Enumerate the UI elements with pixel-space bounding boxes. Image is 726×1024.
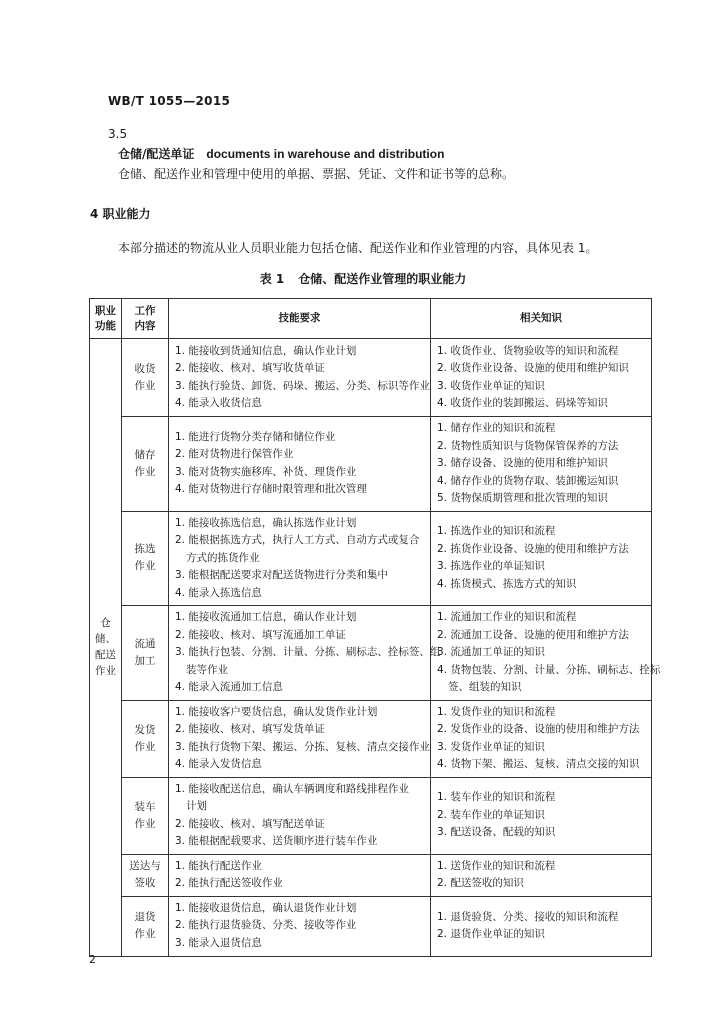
knowledge-cell (431, 606, 661, 701)
knowledge-item: 3. 配送设备、配载的知识 (437, 826, 556, 839)
knowledge-item: 1. 拣选作业的知识和流程 (437, 525, 556, 538)
table-row (90, 417, 652, 512)
skill-item: 1. 能执行配送作业 (175, 859, 262, 872)
section-3-5-number: 3.5 (108, 127, 128, 141)
table-row (90, 896, 652, 956)
table-row (90, 854, 652, 896)
knowledge-item: 1. 送货作业的知识和流程 (437, 859, 556, 872)
header-knowledge: 相关知识 (431, 299, 652, 339)
content-cell (122, 417, 169, 512)
content-line: 装车 (134, 800, 156, 813)
term-definition: 仓储、配送作业和管理中使用的单据、票据、凭证、文件和证书等的总称。 (118, 167, 515, 181)
standard-code-header: WB/T 1055—2015 (108, 94, 231, 108)
header-function-line1: 职业 (95, 304, 116, 317)
table-caption-text: 仓储、配送作业管理的职业能力 (298, 272, 467, 286)
skill-item: 方式的拣货作业 (186, 551, 260, 564)
skill-item: 计划 (186, 800, 207, 812)
knowledge-item: 2. 装车作业的单证知识 (437, 808, 545, 821)
knowledge-cell (431, 777, 652, 854)
knowledge-item: 2. 流通加工设备、设施的使用和维护方法 (437, 628, 629, 641)
content-line: 储存 (134, 448, 156, 461)
content-line: 加工 (134, 654, 156, 667)
knowledge-item: 1. 装车作业的知识和流程 (437, 791, 556, 804)
skill-item: 3. 能对货物实施移库、补货、理货作业 (175, 465, 357, 478)
content-cell (122, 700, 169, 777)
knowledge-cell (431, 339, 652, 417)
knowledge-cell (431, 854, 652, 896)
knowledge-cell (431, 417, 652, 512)
section-4-heading: 4 职业能力 (90, 207, 151, 221)
content-line: 作业 (134, 928, 156, 940)
knowledge-item: 2. 收货作业设备、设施的使用和维护知识 (437, 362, 629, 374)
skill-item: 1. 能接收退货信息，确认退货作业计划 (175, 901, 357, 914)
skill-item: 2. 能执行退货验货、分类、接收等作业 (175, 919, 357, 932)
header-skills: 技能要求 (169, 299, 431, 339)
knowledge-item: 2. 货物性质知识与货物保管保养的方法 (437, 439, 619, 452)
skills-cell (169, 700, 431, 777)
skill-item: 3. 能录入退货信息 (175, 936, 262, 949)
skill-item: 2. 能接收、核对、填写配送单证 (175, 817, 325, 830)
skill-item: 4. 能录入收货信息 (175, 397, 262, 409)
knowledge-item: 1. 流通加工作业的知识和流程 (437, 611, 577, 623)
competency-table (89, 298, 661, 957)
skill-item: 1. 能接收流通加工信息，确认作业计划 (175, 611, 357, 623)
table-caption-number: 表 1 (259, 272, 285, 286)
knowledge-item: 4. 收货作业的装卸搬运、码垛等知识 (437, 397, 608, 409)
content-cell (122, 511, 169, 606)
knowledge-item: 2. 拣货作业设备、设施的使用和维护方法 (437, 542, 629, 555)
content-line: 签收 (134, 877, 156, 889)
knowledge-item: 4. 拣货模式、拣选方式的知识 (437, 577, 577, 590)
content-line: 拣选 (134, 543, 156, 556)
table-row (90, 606, 652, 701)
knowledge-item: 3. 收货作业单证的知识 (437, 379, 545, 392)
content-line: 作业 (134, 740, 156, 753)
skill-item: 2. 能根据拣选方式，执行人工方式、自动方式或复合 (175, 534, 420, 546)
knowledge-item: 3. 发货作业单证的知识 (437, 740, 545, 753)
content-line: 流通 (134, 637, 156, 650)
skills-cell (169, 896, 431, 956)
content-cell (122, 854, 169, 896)
content-line: 作业 (134, 560, 156, 573)
knowledge-item: 2. 退货作业单证的知识 (437, 928, 545, 940)
term-en: documents in warehouse and distribution (206, 147, 445, 161)
knowledge-cell (431, 700, 652, 777)
knowledge-item: 3. 储存设备、设施的使用和维护知识 (437, 457, 608, 469)
content-line: 收货 (134, 362, 156, 375)
content-line: 发货 (134, 723, 156, 736)
skill-item: 2. 能接收、核对、填写发货单证 (175, 723, 325, 735)
content-cell (122, 777, 169, 854)
table-row (90, 700, 652, 777)
knowledge-cell (431, 896, 652, 956)
knowledge-item: 1. 发货作业的知识和流程 (437, 705, 556, 718)
knowledge-item: 1. 退货验货、分类、接收的知识和流程 (437, 910, 619, 923)
knowledge-cell (431, 511, 652, 606)
skill-item: 3. 能执行验货、卸货、码垛、搬运、分类、标识等作业 (175, 379, 430, 392)
skill-item: 2. 能接收、核对、填写收货单证 (175, 362, 325, 374)
skill-item: 2. 能接收、核对、填写流通加工单证 (175, 628, 346, 641)
knowledge-item: 3. 拣选作业的单证知识 (437, 560, 545, 573)
skill-item: 1. 能接收到货通知信息，确认作业计划 (175, 344, 357, 357)
skills-cell (169, 417, 431, 512)
skill-item: 2. 能对货物进行保管作业 (175, 448, 294, 461)
content-cell (122, 896, 169, 956)
knowledge-item: 4. 货物包装、分割、计量、分拣、刷标志、拴标 (437, 663, 661, 676)
skills-cell (169, 777, 431, 854)
function-line3: 作业 (95, 665, 116, 678)
knowledge-item: 签、组装的知识 (448, 681, 522, 693)
knowledge-item: 3. 流通加工单证的知识 (437, 646, 545, 658)
term-zh: 仓储/配送单证 (118, 147, 195, 161)
page-number: 2 (89, 953, 96, 966)
content-cell (122, 339, 169, 417)
skill-item: 3. 能根据配载要求、送货顺序进行装车作业 (175, 835, 378, 847)
knowledge-item: 2. 配送签收的知识 (437, 877, 524, 889)
table-caption (0, 270, 726, 287)
skill-item: 4. 能录入拣选信息 (175, 586, 262, 599)
skill-item: 1. 能进行货物分类存储和储位作业 (175, 430, 336, 443)
skill-item: 1. 能接收拣选信息，确认拣选作业计划 (175, 516, 357, 529)
header-content-line2: 内容 (134, 319, 156, 332)
skill-item: 2. 能执行配送签收作业 (175, 877, 283, 889)
content-cell (122, 606, 169, 701)
content-line: 送达与 (129, 860, 161, 872)
header-function-line2: 功能 (95, 319, 116, 332)
function-line1: 仓储、 (95, 617, 116, 646)
knowledge-item: 5. 货物保质期管理和批次管理的知识 (437, 492, 608, 504)
function-cell (90, 339, 122, 957)
skill-item: 4. 能对货物进行存储时限管理和批次管理 (175, 483, 367, 496)
term-heading (118, 146, 444, 162)
section-4-intro: 本部分描述的物流从业人员职业能力包括仓储、配送作业和作业管理的内容，具体见表 1。 (118, 241, 598, 255)
skills-cell (169, 511, 431, 606)
content-line: 作业 (134, 817, 156, 830)
header-content (122, 299, 169, 339)
content-line: 作业 (134, 465, 156, 478)
knowledge-item: 4. 储存作业的货物存取、装卸搬运知识 (437, 474, 619, 487)
table-row (90, 511, 652, 606)
skill-item: 4. 能录入流通加工信息 (175, 681, 283, 693)
skill-item: 3. 能执行包装、分割、计量、分拣、刷标志、拴标签、组 (175, 646, 441, 658)
skills-cell (169, 339, 431, 417)
knowledge-item: 1. 储存作业的知识和流程 (437, 422, 556, 434)
content-line: 退货 (134, 911, 156, 923)
skill-item: 1. 能接收客户要货信息，确认发货作业计划 (175, 705, 378, 718)
table-header-row (90, 299, 652, 339)
skill-item: 4. 能录入发货信息 (175, 758, 262, 770)
knowledge-item: 1. 收货作业、货物验收等的知识和流程 (437, 344, 619, 357)
table-row (90, 339, 652, 417)
skills-cell (169, 854, 431, 896)
header-function (90, 299, 122, 339)
skill-item: 3. 能根据配送要求对配送货物进行分类和集中 (175, 569, 388, 581)
skills-cell (169, 606, 441, 701)
skill-item: 装等作业 (186, 663, 228, 676)
content-line: 作业 (134, 379, 156, 392)
skill-item: 3. 能执行货物下架、搬运、分拣、复核、清点交接作业 (175, 740, 430, 753)
function-line2: 配送 (95, 649, 116, 662)
skill-item: 1. 能接收配送信息，确认车辆调度和路线排程作业 (175, 782, 409, 795)
table-row (90, 777, 652, 854)
header-content-line1: 工作 (134, 304, 156, 317)
knowledge-item: 2. 发货作业的设备、设施的使用和维护方法 (437, 723, 640, 735)
knowledge-item: 4. 货物下架、搬运、复核、清点交接的知识 (437, 758, 640, 770)
